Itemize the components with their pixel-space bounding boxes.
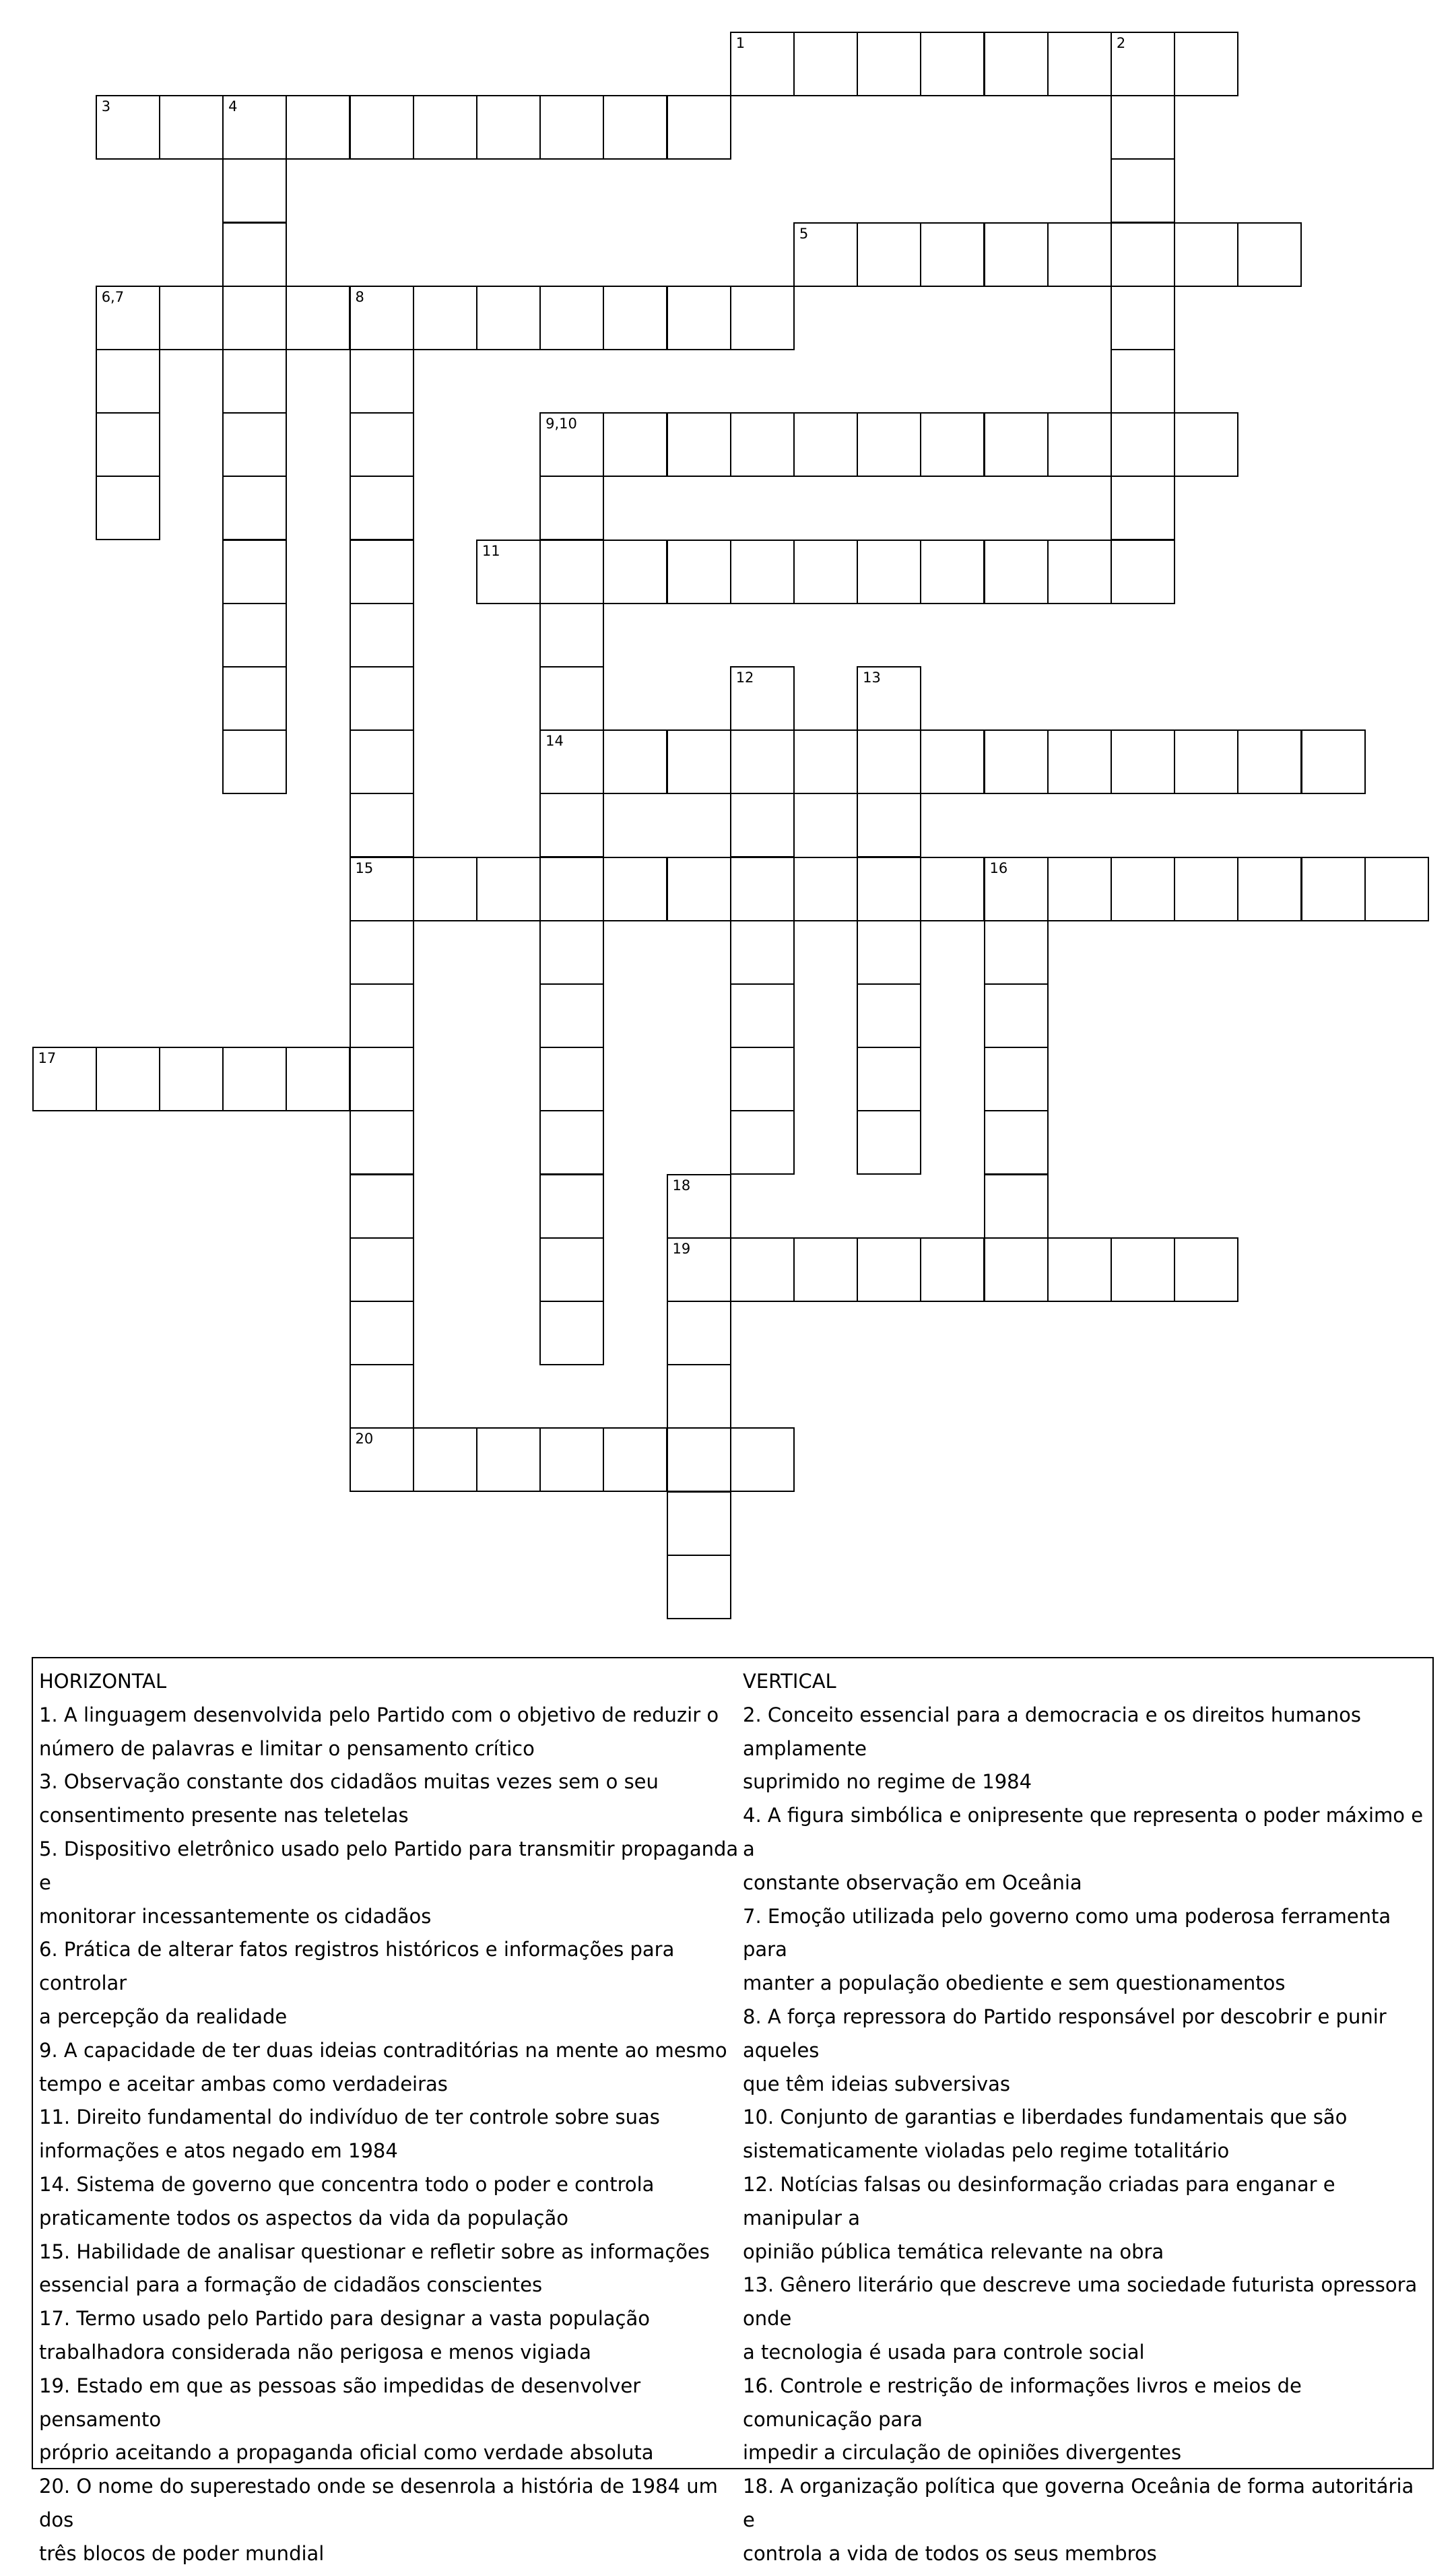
- clue-line: tempo e aceitar ambas como verdadeiras: [39, 2072, 448, 2095]
- grid-cell[interactable]: [222, 603, 287, 668]
- grid-cell[interactable]: [667, 95, 731, 160]
- grid-cell[interactable]: [667, 1174, 731, 1239]
- clue-line: 17. Termo usado pelo Partido para designar a vasta população: [39, 2307, 650, 2331]
- clue-line: constante observação em Oceânia: [743, 1870, 1082, 1894]
- grid-cell[interactable]: [920, 1237, 985, 1302]
- grid-cell[interactable]: [96, 286, 160, 350]
- grid-cell[interactable]: [730, 920, 795, 985]
- clue-line: monitorar incessantemente os cidadãos: [39, 1904, 432, 1928]
- clue-line: controla a vida de todos os seus membros: [743, 2541, 1157, 2565]
- grid-cell[interactable]: [603, 412, 667, 477]
- clue-number: 9,10: [545, 416, 577, 432]
- grid-cell[interactable]: [730, 540, 795, 604]
- grid-cell[interactable]: [984, 32, 1049, 96]
- grid-cell[interactable]: [96, 476, 160, 540]
- grid-cell[interactable]: [32, 1047, 97, 1111]
- grid-cell[interactable]: [222, 666, 287, 731]
- grid-cell[interactable]: [984, 412, 1049, 477]
- grid-cell[interactable]: [350, 1237, 414, 1302]
- grid-cell[interactable]: [667, 412, 731, 477]
- grid-cell[interactable]: [730, 857, 795, 921]
- grid-cell[interactable]: [539, 1110, 604, 1175]
- grid-cell[interactable]: [350, 95, 414, 160]
- grid-cell[interactable]: [603, 729, 667, 794]
- clue-number: 2: [1116, 35, 1126, 51]
- grid-cell[interactable]: [159, 1047, 224, 1111]
- grid-cell[interactable]: [222, 540, 287, 604]
- grid-cell[interactable]: [476, 286, 541, 350]
- grid-cell[interactable]: [920, 857, 985, 921]
- grid-cell[interactable]: [350, 286, 414, 350]
- grid-cell[interactable]: [1301, 729, 1366, 794]
- grid-cell[interactable]: [857, 666, 921, 731]
- grid-cell[interactable]: [667, 286, 731, 350]
- grid-cell[interactable]: [350, 1110, 414, 1175]
- clue-number: 16: [989, 859, 1008, 876]
- grid-cell[interactable]: [603, 857, 667, 921]
- grid-cell[interactable]: [350, 857, 414, 921]
- clue-line: 12. Notícias falsas ou desinformação criadas para enganar e manipular a: [743, 2172, 1335, 2230]
- clue-number: 12: [735, 670, 754, 686]
- grid-cell[interactable]: [857, 540, 921, 604]
- grid-cell[interactable]: [730, 1047, 795, 1111]
- clue-line: 9. A capacidade de ter duas ideias contraditórias na mente ao mesmo: [39, 2038, 727, 2062]
- grid-cell[interactable]: [857, 857, 921, 921]
- grid-cell[interactable]: [222, 476, 287, 540]
- grid-cell[interactable]: [1174, 32, 1238, 96]
- clue-number: 4: [228, 98, 238, 115]
- clue-number: 20: [355, 1431, 374, 1447]
- grid-cell[interactable]: [96, 412, 160, 477]
- grid-cell[interactable]: [476, 1427, 541, 1492]
- grid-cell[interactable]: [539, 95, 604, 160]
- clue-number: 19: [672, 1240, 691, 1257]
- grid-cell[interactable]: [1174, 857, 1238, 921]
- grid-cell[interactable]: [476, 540, 541, 604]
- clue-number: 3: [101, 98, 111, 115]
- clue-line: 8. A força repressora do Partido responsável por descobrir e punir aqueles: [743, 2005, 1387, 2062]
- grid-cell[interactable]: [222, 349, 287, 414]
- grid-cell[interactable]: [857, 1110, 921, 1175]
- clues-box: [32, 1657, 1434, 2565]
- clue-line: 6. Prática de alterar fatos registros históricos e informações para controlar: [39, 1938, 675, 1995]
- grid-cell[interactable]: [222, 729, 287, 794]
- grid-cell[interactable]: [222, 286, 287, 350]
- grid-cell[interactable]: [96, 95, 160, 160]
- clue-line: consentimento presente nas teletelas: [39, 1804, 409, 1827]
- grid-cell[interactable]: [984, 1110, 1049, 1175]
- grid-cell[interactable]: [539, 286, 604, 350]
- grid-cell[interactable]: [1174, 412, 1238, 477]
- grid-cell[interactable]: [539, 920, 604, 985]
- grid-cell[interactable]: [286, 286, 350, 350]
- clue-line: 18. A organização política que governa Oceânia de forma autoritária e: [743, 2475, 1414, 2531]
- clue-line: 19. Estado em que as pessoas são impedidas de desenvolver pensamento: [39, 2374, 641, 2431]
- grid-cell[interactable]: [350, 540, 414, 604]
- grid-cell[interactable]: [1047, 412, 1112, 477]
- grid-cell[interactable]: [159, 95, 224, 160]
- grid-cell[interactable]: [1364, 857, 1429, 921]
- grid-cell[interactable]: [793, 1237, 858, 1302]
- grid-cell[interactable]: [730, 1427, 795, 1492]
- grid-cell[interactable]: [984, 540, 1049, 604]
- grid-cell[interactable]: [1111, 1237, 1175, 1302]
- grid-cell[interactable]: [222, 158, 287, 223]
- clue-line: 7. Emoção utilizada pelo governo como uma poderosa ferramenta para: [743, 1904, 1391, 1961]
- grid-cell[interactable]: [222, 222, 287, 287]
- grid-cell[interactable]: [1111, 476, 1175, 540]
- grid-cell[interactable]: [413, 857, 477, 921]
- grid-cell[interactable]: [286, 1047, 350, 1111]
- grid-cell[interactable]: [793, 412, 858, 477]
- clue-line: três blocos de poder mundial: [39, 2541, 325, 2565]
- grid-cell[interactable]: [350, 666, 414, 731]
- vertical-heading: VERTICAL: [743, 1670, 836, 1693]
- grid-cell[interactable]: [1301, 857, 1366, 921]
- grid-cell[interactable]: [1111, 729, 1175, 794]
- grid-cell[interactable]: [857, 983, 921, 1048]
- grid-cell[interactable]: [920, 540, 985, 604]
- grid-cell[interactable]: [603, 1427, 667, 1492]
- grid-cell[interactable]: [730, 983, 795, 1048]
- grid-cell[interactable]: [920, 412, 985, 477]
- grid-cell[interactable]: [539, 412, 604, 477]
- grid-cell[interactable]: [413, 1427, 477, 1492]
- grid-cell[interactable]: [539, 540, 604, 604]
- grid-cell[interactable]: [539, 476, 604, 540]
- horizontal-clues-column: [39, 1665, 743, 2571]
- grid-cell[interactable]: [984, 1237, 1049, 1302]
- clue-number: 15: [355, 859, 374, 876]
- grid-cell[interactable]: [1111, 32, 1175, 96]
- grid-cell[interactable]: [730, 666, 795, 731]
- clue-line: praticamente todos os aspectos da vida da população: [39, 2206, 568, 2230]
- grid-cell[interactable]: [730, 32, 795, 96]
- clue-number: 18: [672, 1177, 691, 1194]
- grid-cell[interactable]: [1111, 95, 1175, 160]
- clue-line: trabalhadora considerada não perigosa e menos vigiada: [39, 2340, 591, 2364]
- grid-cell[interactable]: [222, 412, 287, 477]
- clue-number: 11: [482, 542, 500, 559]
- grid-cell[interactable]: [667, 857, 731, 921]
- clue-line: número de palavras e limitar o pensamento crítico: [39, 1736, 535, 1760]
- clue-line: 3. Observação constante dos cidadãos muitas vezes sem o seu: [39, 1770, 659, 1794]
- grid-cell[interactable]: [857, 32, 921, 96]
- grid-cell[interactable]: [1047, 32, 1112, 96]
- grid-cell[interactable]: [920, 222, 985, 287]
- grid-cell[interactable]: [730, 793, 795, 857]
- grid-cell[interactable]: [857, 729, 921, 794]
- grid-cell[interactable]: [984, 857, 1049, 921]
- grid-cell[interactable]: [539, 983, 604, 1048]
- grid-cell[interactable]: [603, 286, 667, 350]
- grid-cell[interactable]: [350, 603, 414, 668]
- clue-number: 6,7: [101, 288, 125, 305]
- grid-cell[interactable]: [730, 729, 795, 794]
- grid-cell[interactable]: [857, 222, 921, 287]
- grid-cell[interactable]: [476, 857, 541, 921]
- clue-line: 15. Habilidade de analisar questionar e refletir sobre as informações: [39, 2240, 710, 2263]
- clue-line: 5. Dispositivo eletrônico usado pelo Partido para transmitir propaganda e: [39, 1837, 739, 1894]
- grid-cell[interactable]: [730, 412, 795, 477]
- grid-cell[interactable]: [1047, 857, 1112, 921]
- grid-cell[interactable]: [1237, 729, 1302, 794]
- grid-cell[interactable]: [350, 476, 414, 540]
- grid-cell[interactable]: [667, 1301, 731, 1365]
- grid-cell[interactable]: [857, 412, 921, 477]
- grid-cell[interactable]: [1174, 1237, 1238, 1302]
- grid-cell[interactable]: [984, 1174, 1049, 1239]
- clue-number: 5: [799, 225, 809, 242]
- grid-cell[interactable]: [667, 1427, 731, 1492]
- grid-cell[interactable]: [793, 32, 858, 96]
- grid-cell[interactable]: [730, 1110, 795, 1175]
- clue-line: 13. Gênero literário que descreve uma sociedade futurista opressora onde: [743, 2273, 1418, 2331]
- clue-line: a percepção da realidade: [39, 2005, 288, 2028]
- grid-cell[interactable]: [793, 540, 858, 604]
- clue-line: próprio aceitando a propaganda oficial como verdade absoluta: [39, 2441, 654, 2465]
- grid-cell[interactable]: [603, 95, 667, 160]
- grid-cell[interactable]: [984, 983, 1049, 1048]
- grid-cell[interactable]: [1174, 729, 1238, 794]
- grid-cell[interactable]: [350, 1364, 414, 1429]
- clue-line: manter a população obediente e sem questionamentos: [743, 1972, 1286, 1995]
- grid-cell[interactable]: [539, 729, 604, 794]
- grid-cell[interactable]: [96, 349, 160, 414]
- grid-cell[interactable]: [539, 666, 604, 731]
- grid-cell[interactable]: [1237, 857, 1302, 921]
- grid-cell[interactable]: [350, 1174, 414, 1239]
- grid-cell[interactable]: [793, 857, 858, 921]
- grid-cell[interactable]: [350, 1301, 414, 1365]
- grid-cell[interactable]: [350, 412, 414, 477]
- grid-cell[interactable]: [539, 1047, 604, 1111]
- clue-line: suprimido no regime de 1984: [743, 1770, 1032, 1794]
- clue-line: 2. Conceito essencial para a democracia e os direitos humanos amplamente: [743, 1703, 1361, 1760]
- grid-cell[interactable]: [857, 1237, 921, 1302]
- grid-cell[interactable]: [1111, 158, 1175, 223]
- grid-cell[interactable]: [1111, 349, 1175, 414]
- grid-cell[interactable]: [1174, 222, 1238, 287]
- clue-line: essencial para a formação de cidadãos conscientes: [39, 2273, 543, 2297]
- grid-cell[interactable]: [667, 1364, 731, 1429]
- grid-cell[interactable]: [286, 95, 350, 160]
- clue-number: 1: [735, 35, 746, 51]
- clue-line: 4. A figura simbólica e onipresente que representa o poder máximo e a: [743, 1804, 1424, 1860]
- grid-cell[interactable]: [730, 286, 795, 350]
- grid-cell[interactable]: [222, 1047, 287, 1111]
- clue-line: 10. Conjunto de garantias e liberdades fundamentais que são: [743, 2106, 1348, 2129]
- grid-cell[interactable]: [539, 793, 604, 857]
- clue-line: a tecnologia é usada para controle social: [743, 2340, 1145, 2364]
- grid-cell[interactable]: [667, 1237, 731, 1302]
- grid-cell[interactable]: [667, 1555, 731, 1619]
- grid-cell[interactable]: [96, 1047, 160, 1111]
- grid-cell[interactable]: [667, 540, 731, 604]
- clue-number: 13: [863, 670, 881, 686]
- grid-cell[interactable]: [350, 920, 414, 985]
- grid-cell[interactable]: [350, 1427, 414, 1492]
- clue-line: 20. O nome do superestado onde se desenrola a história de 1984 um dos: [39, 2475, 718, 2531]
- grid-cell[interactable]: [159, 286, 224, 350]
- grid-cell[interactable]: [350, 793, 414, 857]
- grid-cell[interactable]: [350, 729, 414, 794]
- clue-line: informações e atos negado em 1984: [39, 2139, 398, 2163]
- grid-cell[interactable]: [1047, 1237, 1112, 1302]
- clue-line: 11. Direito fundamental do indivíduo de ter controle sobre suas: [39, 2106, 660, 2129]
- grid-cell[interactable]: [984, 920, 1049, 985]
- grid-cell[interactable]: [1111, 857, 1175, 921]
- grid-cell[interactable]: [984, 729, 1049, 794]
- grid-cell[interactable]: [1111, 286, 1175, 350]
- grid-cell[interactable]: [539, 1427, 604, 1492]
- grid-cell[interactable]: [350, 349, 414, 414]
- grid-cell[interactable]: [1111, 222, 1175, 287]
- grid-cell[interactable]: [857, 1047, 921, 1111]
- grid-cell[interactable]: [1047, 222, 1112, 287]
- grid-cell[interactable]: [413, 286, 477, 350]
- grid-cell[interactable]: [539, 1237, 604, 1302]
- clue-line: 16. Controle e restrição de informações livros e meios de comunicação para: [743, 2374, 1302, 2431]
- grid-cell[interactable]: [984, 222, 1049, 287]
- grid-cell[interactable]: [793, 222, 858, 287]
- grid-cell[interactable]: [920, 32, 985, 96]
- grid-cell[interactable]: [350, 983, 414, 1048]
- grid-cell[interactable]: [793, 729, 858, 794]
- clue-number: 14: [545, 733, 564, 750]
- grid-cell[interactable]: [539, 603, 604, 668]
- horizontal-heading: HORIZONTAL: [39, 1670, 167, 1693]
- grid-cell[interactable]: [476, 95, 541, 160]
- grid-cell[interactable]: [539, 1301, 604, 1365]
- grid-cell[interactable]: [1047, 729, 1112, 794]
- grid-cell[interactable]: [222, 95, 287, 160]
- clue-number: 8: [355, 288, 364, 305]
- clue-line: sistematicamente violadas pelo regime totalitário: [743, 2139, 1230, 2163]
- vertical-clues-column: [743, 1665, 1430, 2571]
- grid-cell[interactable]: [920, 729, 985, 794]
- grid-cell[interactable]: [857, 920, 921, 985]
- grid-cell[interactable]: [1237, 222, 1302, 287]
- clue-line: 1. A linguagem desenvolvida pelo Partido com o objetivo de reduzir o: [39, 1703, 719, 1726]
- clue-line: impedir a circulação de opiniões divergentes: [743, 2441, 1182, 2465]
- grid-cell[interactable]: [730, 1237, 795, 1302]
- grid-cell[interactable]: [984, 1047, 1049, 1111]
- grid-cell[interactable]: [1111, 540, 1175, 604]
- clue-line: 14. Sistema de governo que concentra todo o poder e controla: [39, 2172, 655, 2196]
- clue-line: opinião pública temática relevante na obra: [743, 2240, 1164, 2263]
- grid-cell[interactable]: [539, 857, 604, 921]
- grid-cell[interactable]: [1047, 540, 1112, 604]
- grid-cell[interactable]: [350, 1047, 414, 1111]
- grid-cell[interactable]: [413, 95, 477, 160]
- grid-cell[interactable]: [857, 793, 921, 857]
- grid-cell[interactable]: [1111, 412, 1175, 477]
- clue-line: que têm ideias subversivas: [743, 2072, 1011, 2095]
- grid-cell[interactable]: [667, 1491, 731, 1556]
- grid-cell[interactable]: [603, 540, 667, 604]
- grid-cell[interactable]: [667, 729, 731, 794]
- clue-number: 17: [38, 1050, 57, 1067]
- grid-cell[interactable]: [539, 1174, 604, 1239]
